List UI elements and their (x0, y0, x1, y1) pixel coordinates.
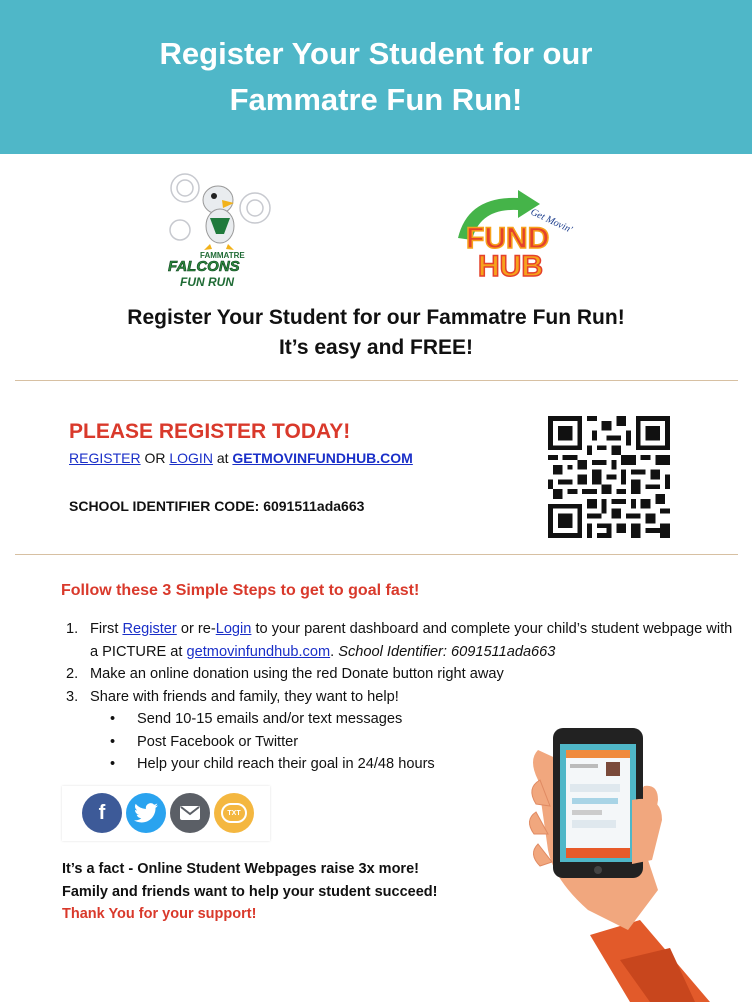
banner-title: Register Your Student for our Fammatre Fun Run! (159, 36, 593, 117)
svg-text:FUN RUN: FUN RUN (180, 275, 234, 289)
svg-text:Get Movin': Get Movin' (528, 206, 574, 236)
step-3 (66, 686, 736, 709)
thank-you-line: Thank You for your support! (62, 906, 257, 922)
facebook-icon[interactable]: f (82, 793, 122, 833)
step-2 (66, 663, 736, 686)
bullet-item: • Send 10-15 emails and/or text messages (110, 708, 736, 731)
fact-line-1: It’s a fact - Online Student Webpages raise 3x more! (62, 861, 419, 877)
login-link[interactable]: LOGIN (169, 450, 213, 466)
twitter-icon[interactable] (126, 793, 166, 833)
step-number: 3. (66, 688, 79, 705)
at-text: at (212, 450, 233, 466)
svg-text:HUB: HUB (478, 250, 543, 280)
falcons-fun-run-logo (160, 168, 275, 290)
bullet-dot-icon: • (110, 711, 116, 727)
text-message-icon[interactable]: TXT (214, 793, 254, 833)
or-text: OR (140, 450, 170, 466)
fact-line-2: Family and friends want to help your student succeed! (62, 883, 438, 900)
bullet-dot-icon: • (110, 756, 116, 772)
register-title: PLEASE REGISTER TODAY! (69, 420, 351, 443)
step-login-link[interactable]: Login (215, 621, 252, 637)
bullet-item: • Help your child reach their goal in 24/48 hours (110, 753, 736, 776)
bullet-dot-icon: • (110, 733, 116, 750)
steps-title: Follow these 3 Simple Steps to get to goal fast! (61, 582, 420, 599)
svg-text:FALCONS: FALCONS (168, 258, 240, 275)
header-banner (0, 0, 752, 154)
school-identifier-code: SCHOOL IDENTIFIER CODE: 6091511ada663 (69, 498, 365, 514)
divider-top (15, 380, 738, 381)
social-icons (62, 786, 270, 841)
bullet-item: • Post Facebook or Twitter (110, 731, 736, 754)
divider-bottom (15, 554, 738, 555)
step-2-text: Make an online donation using the red Donate button right away (90, 666, 504, 682)
svg-text:FUND: FUND (466, 222, 550, 255)
subhead (0, 303, 752, 363)
school-identifier-italic: School Identifier: 6091511ada663 (338, 643, 556, 660)
register-link[interactable]: REGISTER (69, 450, 141, 466)
step-1 (66, 618, 736, 663)
site-link[interactable]: GETMOVINFUNDHUB.COM (232, 450, 413, 466)
fund-hub-logo (448, 188, 583, 280)
subhead-line-2: It’s easy and FREE! (278, 336, 474, 359)
step-number: 1. (66, 621, 79, 637)
subhead-line-1: Register Your Student for our Fammatre Fun Run! (127, 306, 625, 329)
step-3-text: Share with friends and family, they want to help! (90, 688, 399, 705)
register-line (69, 450, 413, 466)
qr-code[interactable] (548, 416, 670, 538)
step-register-link[interactable]: Register (122, 621, 177, 637)
closing-text (62, 858, 437, 926)
step-number: 2. (66, 666, 79, 682)
step-site-link[interactable]: getmovinfundhub.com (186, 643, 331, 660)
step-1-text: First Register or re-Login to your parent dashboard and complete your child’s student webpage with a PICTURE at getmovinfundhub.com. School Identifier: 6091511ada663 (90, 621, 733, 660)
svg-text:FAMMATRE: FAMMATRE (200, 251, 245, 260)
email-icon[interactable] (170, 793, 210, 833)
hand-holding-phone-illustration (520, 720, 752, 1002)
